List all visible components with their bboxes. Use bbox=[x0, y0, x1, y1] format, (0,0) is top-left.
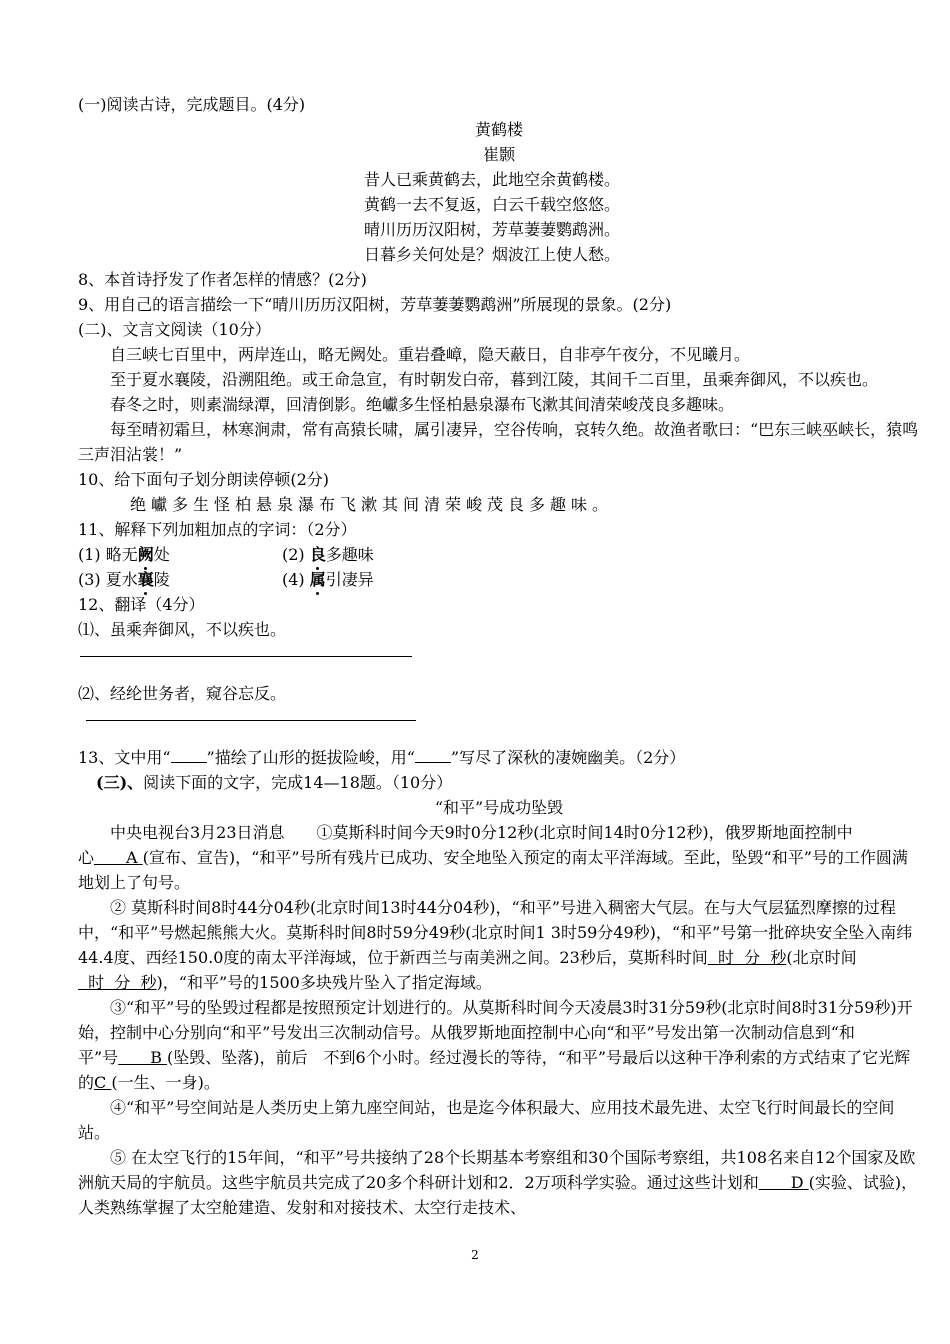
question-12-item-1: ⑴、虽乘奔御风，不以疾也。 bbox=[78, 620, 287, 639]
q13-blank-2[interactable] bbox=[415, 762, 451, 763]
dotted-word: 阙 bbox=[138, 542, 154, 567]
q11-item-2 bbox=[282, 545, 374, 564]
dotted-word: 属 bbox=[310, 567, 326, 592]
article-text: ② 莫斯科时间8时44分04秒(北京时间13时44分04秒)，“和平”号进入稠密大气层。在与大气层猛烈摩擦的过程中，“和平”号燃起熊熊大火。莫斯科时间8时59分49秒(北京时间1 3时59分49秒)，“和平”号第一批碎块安全坠入南纬44.4度、西经150.0度的南太平洋海域，位于新西兰与南美洲之间。23秒后，莫斯科时间 bbox=[78, 898, 913, 967]
article-text: ⑤ 在太空飞行的15年间，“和平”号共接纳了28个长期基本考察组和30个国际考察组，共108名来自12个国家及欧洲航天局的宇航员。这些宇航员共完成了20多个科研计划和2．2万项科学实验。通过这些计划和 bbox=[78, 1148, 916, 1192]
dotted-word: 良 bbox=[310, 542, 326, 567]
blank-a[interactable]: A bbox=[94, 848, 143, 867]
q11-item-suffix: 多趣味 bbox=[325, 545, 374, 564]
exam-page bbox=[78, 92, 920, 1220]
poem-line: 晴川历历汉阳树，芳草萋萋鹦鹉洲。 bbox=[364, 220, 621, 239]
article-text: 中央电视台3月23日消息 ①莫斯科时间今天9时0分12秒(北京时间14时0分12秒)，俄罗斯地面控制中心 bbox=[78, 823, 853, 867]
q11-item-prefix: (4) bbox=[282, 570, 310, 589]
question-11-row bbox=[78, 542, 920, 567]
q13-blank-1[interactable] bbox=[171, 762, 207, 763]
poem-line: 昔人已乘黄鹤去，此地空余黄鹤楼。 bbox=[364, 170, 621, 189]
q11-item-prefix: (2) bbox=[282, 545, 310, 564]
q11-item-suffix: 引凄异 bbox=[325, 570, 374, 589]
question-12-item-2: ⑵、经纶世务者，窥谷忘反。 bbox=[78, 684, 287, 703]
article-paragraph-1 bbox=[78, 820, 920, 895]
article-text: )，“和平”号的1500多块残片坠入了指定海域。 bbox=[156, 973, 492, 992]
answer-line[interactable] bbox=[80, 656, 412, 657]
article-paragraph-5 bbox=[78, 1145, 920, 1220]
classical-paragraph-3: 春冬之时，则素湍绿潭，回清倒影。绝巘多生怪柏悬泉瀑布飞漱其间清荣峻茂良多趣味。 bbox=[110, 395, 735, 414]
dotted-word: 襄 bbox=[138, 567, 154, 592]
article-text: (北京时间 bbox=[786, 948, 857, 967]
q11-item-prefix: (3) 夏水 bbox=[78, 570, 138, 589]
q13-text: ”写尽了深秋的凄婉幽美。（2分） bbox=[450, 748, 686, 767]
blank-c[interactable]: C bbox=[94, 1073, 112, 1092]
article-text: (宣布、宣告)，“和平”号所有残片已成功、安全地坠入预定的南太平洋海域。至此，坠毁“和平”号的工作圆满地划上了句号。 bbox=[78, 848, 908, 892]
q11-item-3 bbox=[78, 567, 282, 592]
blank-d[interactable]: D bbox=[758, 1173, 809, 1192]
answer-line[interactable] bbox=[86, 720, 416, 721]
q11-item-1 bbox=[78, 542, 282, 567]
question-12: 12、翻译（4分） bbox=[78, 595, 205, 614]
blank-b[interactable]: B bbox=[118, 1048, 168, 1067]
question-9: 9、用自己的语言描绘一下“晴川历历汉阳树，芳草萋萋鹦鹉洲”所展现的景象。(2分) bbox=[78, 295, 672, 314]
poem-line: 日暮乡关何处是？烟波江上使人愁。 bbox=[364, 245, 621, 264]
article-title: “和平”号成功坠毁 bbox=[434, 798, 564, 817]
question-11-row bbox=[78, 567, 920, 592]
poem-line: 黄鹤一去不复返，白云千载空悠悠。 bbox=[364, 195, 621, 214]
article-paragraph-4: ④“和平”号空间站是人类历史上第九座空间站，也是迄今体积最大、应用技术最先进、太空飞行时间最长的空间站。 bbox=[78, 1098, 895, 1142]
classical-paragraph-2: 至于夏水襄陵，沿溯阻绝。或王命急宣，有时朝发白帝，暮到江陵，其间千二百里，虽乘奔御风，不以疾也。 bbox=[110, 370, 879, 389]
question-11: 11、解释下列加粗加点的字词：（2分） bbox=[78, 520, 357, 539]
classical-paragraph-1: 自三峡七百里中，两岸连山，略无阙处。重岩叠嶂，隐天蔽日，自非亭午夜分，不见曦月。 bbox=[110, 345, 751, 364]
article-paragraph-2 bbox=[78, 895, 920, 995]
q11-item-prefix: (1) 略无 bbox=[78, 545, 138, 564]
article-text: (一生、一身)。 bbox=[111, 1073, 220, 1092]
question-10-sentence: 绝巘多生怪柏悬泉瀑布飞漱其间清荣峻茂良多趣味。 bbox=[130, 495, 614, 514]
section3-heading bbox=[78, 770, 920, 795]
section3-heading-text: 阅读下面的文字，完成14—18题。（10分） bbox=[143, 773, 453, 792]
question-8: 8、本首诗抒发了作者怎样的情感？(2分) bbox=[78, 270, 367, 289]
article-text: (坠毁、坠落)，前后 不到6个小时。经过漫长的等待，“和平”号最后以这种干净利索的方式结束了它光辉的 bbox=[78, 1048, 911, 1092]
question-10: 10、给下面句子划分朗读停顿(2分) bbox=[78, 470, 330, 489]
blank-beijing-time[interactable]: 时 分 秒 bbox=[78, 973, 157, 992]
answer-space bbox=[78, 656, 920, 681]
article-paragraph-3 bbox=[78, 995, 920, 1095]
section2-heading: (二)、文言文阅读（10分） bbox=[78, 320, 271, 339]
q11-item-suffix: 陵 bbox=[153, 570, 170, 589]
section3-heading-number: (三)、 bbox=[96, 773, 144, 792]
q11-item-suffix: 处 bbox=[153, 545, 170, 564]
poem-title: 黄鹤楼 bbox=[474, 120, 523, 139]
q11-item-4 bbox=[282, 570, 374, 589]
page-number: 2 bbox=[471, 1248, 479, 1262]
q13-text: ”描绘了山形的挺拔险峻，用“ bbox=[206, 748, 415, 767]
q13-text: 13、文中用“ bbox=[78, 748, 171, 767]
answer-space bbox=[78, 720, 920, 745]
blank-moscow-time[interactable]: 时 分 秒 bbox=[707, 948, 787, 967]
classical-paragraph-4: 每至晴初霜旦，林寒涧肃，常有高猿长啸，属引凄异，空谷传响，哀转久绝。故渔者歌曰：“巴东三峡巫峡长，猿鸣三声泪沾裳！” bbox=[78, 420, 919, 464]
section1-heading: (一)阅读古诗，完成题目。(4分) bbox=[78, 95, 306, 114]
poem-author: 崔颢 bbox=[482, 145, 515, 164]
article-text: (实验、试验)，人类熟练掌握了太空舱建造、发射和对接技术、太空行走技术、 bbox=[78, 1173, 918, 1217]
question-13 bbox=[78, 745, 920, 770]
article-text: ③“和平”号的坠毁过程都是按照预定计划进行的。从莫斯科时间今天凌晨3时31分59秒(北京时间8时31分59秒)开始，控制中心分别向“和平”号发出三次制动信号。从俄罗斯地面控制中心向“和平”号发出第一次制动信息到“和平”号 bbox=[78, 998, 913, 1067]
